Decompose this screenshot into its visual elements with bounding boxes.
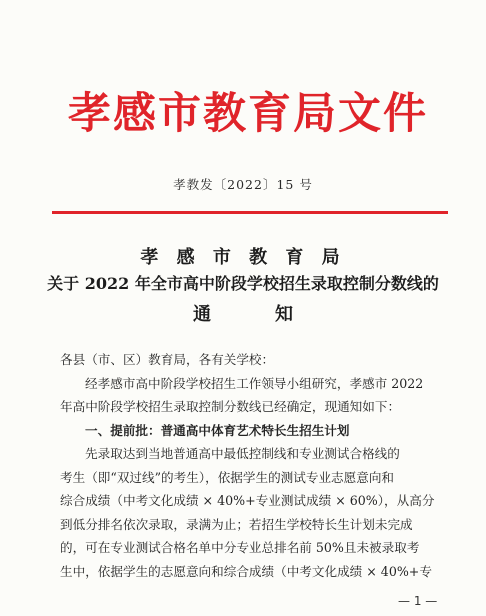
paragraph-line: 考生（即“双过线”的考生），依据学生的测试专业志愿意向和 — [60, 469, 395, 485]
section-heading: 一、提前批：普通高中体育艺术特长生招生计划 — [85, 422, 350, 438]
red-divider-line — [52, 211, 448, 214]
agency-banner: 孝感市教育局文件 — [68, 89, 428, 139]
salutation: 各县（市、区）教育局，各有关学校： — [60, 352, 275, 367]
intro-line: 经孝感市高中阶段学校招生工作领导小组研究，孝感市 2022 — [85, 375, 424, 391]
title-issuer: 孝 感 市 教 育 局 — [140, 247, 346, 268]
paragraph-line: 先录取达到当地普通高中最低控制线和专业测试合格线的 — [85, 446, 400, 461]
intro-line: 年高中阶段学校招生录取控制分数线已经确定，现通知如下： — [60, 399, 401, 414]
paragraph-line: 生中，依据学生的志愿意向和综合成绩（中考文化成绩 × 40%+专 — [60, 563, 432, 579]
title-notice: 通知 — [193, 304, 357, 325]
document-body — [60, 348, 450, 583]
document-number: 孝教发〔2022〕15 号 — [173, 177, 313, 192]
title-subject: 关于 2022 年全市高中阶段学校招生录取控制分数线的 — [47, 274, 439, 293]
page-number: — 1 — — [398, 594, 438, 608]
paragraph-line: 综合成绩（中考文化成绩 × 40%+专业测试成绩 × 60%），从高分 — [60, 493, 435, 508]
paragraph-line: 到低分排名依次录取，录满为止；若招生学校特长生计划未完成 — [60, 516, 413, 532]
paragraph-line: 的，可在专业测试合格名单中分专业总排名前 50%且未被录取考 — [60, 540, 420, 555]
